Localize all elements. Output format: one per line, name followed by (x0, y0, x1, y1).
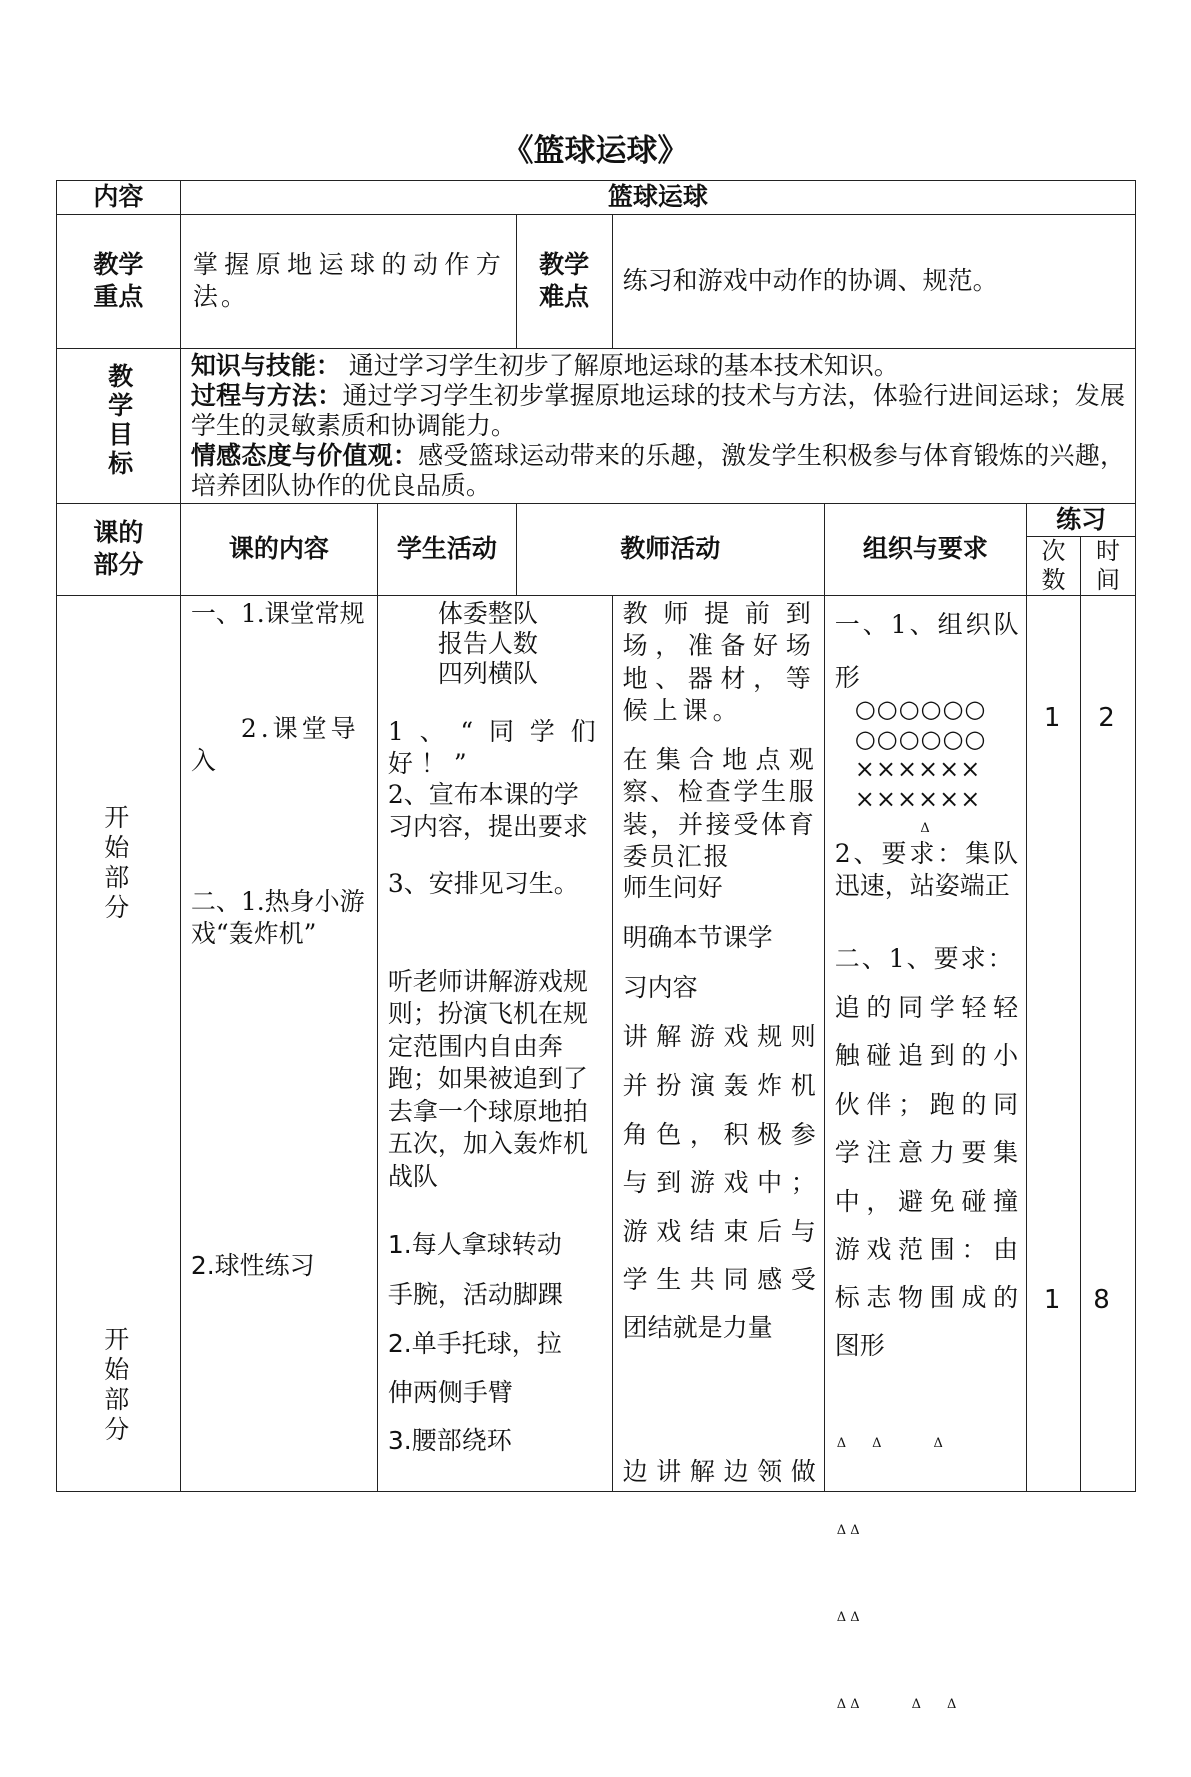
count-value-1: 1 (1043, 702, 1061, 733)
teacher-marker: Δ (920, 820, 931, 836)
teacher-game-4: 与到游戏中； (622, 1167, 816, 1197)
org-cell (824, 595, 1026, 1712)
objectives-label: 教学目标 (57, 348, 181, 503)
header-count: 次 数 (1027, 537, 1081, 596)
student-practice-1: 1.每人拿球转动 (387, 1229, 562, 1259)
time-cell (1080, 595, 1135, 1491)
document-title: 《篮球运球》 (502, 133, 689, 169)
marker-row-3: Δ Δ (836, 1609, 860, 1625)
org-game-1: 追的同学轻轻 (834, 992, 1019, 1022)
student-line-2: 报告人数 (437, 628, 538, 658)
teacher-game-6: 学生共同感受 (622, 1264, 816, 1294)
difficult-point-label: 教学 难点 (516, 214, 612, 348)
org-formation-1: 一、1、组织队 (834, 609, 1022, 639)
formation-row-3: ×××××× (854, 754, 982, 783)
key-point-label: 教学 重点 (57, 214, 181, 348)
student-announce: 2、宣布本课的学习内容，提出要求 (387, 779, 588, 842)
header-content: 课的内容 (180, 503, 377, 595)
student-line-1: 体委整队 (437, 598, 538, 628)
teacher-game-1: 讲解游戏规则 (622, 1021, 816, 1051)
content-label: 内容 (57, 181, 181, 215)
teacher-goal-1: 明确本节课学 (622, 922, 773, 952)
count-cell (1027, 595, 1081, 1491)
content-routine: 一、1.课堂常规 (190, 598, 365, 628)
time-value-1: 2 (1098, 702, 1115, 733)
org-range-1: 游戏范围：由 (834, 1234, 1019, 1264)
teacher-prepare: 教师提前到场，准备好场地、器材，等候上课。 (622, 598, 816, 726)
content-warmup-game: 二、1.热身小游戏“轰炸机” (190, 886, 365, 949)
student-practice-4: 伸两侧手臂 (387, 1377, 513, 1407)
teacher-game-5: 游戏结束后与 (622, 1216, 816, 1246)
teacher-demo: 边讲解边领做 (622, 1456, 816, 1486)
key-point-text: 掌握原地运球的动作方法。 (180, 214, 516, 348)
part-label-start-2: 开始部分 (100, 1325, 130, 1446)
marker-row-1: Δ Δ Δ (836, 1435, 943, 1451)
header-practice: 练习 (1027, 503, 1136, 537)
student-cell (377, 595, 612, 1491)
content-cell (180, 595, 377, 1491)
student-observer: 3、安排见习生。 (387, 868, 579, 898)
objective-knowledge: 知识与技能： 通过学习学生初步了解原地运球的基本技术知识。 (190, 350, 899, 380)
content-ball-practice: 2.球性练习 (190, 1250, 315, 1280)
content-value: 篮球运球 (180, 181, 1135, 215)
marker-row-2: Δ Δ (836, 1522, 860, 1538)
teacher-game-3: 角色，积极参 (622, 1119, 816, 1149)
org-requirement: 2、要求：集队迅速，站姿端正 (834, 838, 1019, 901)
time-value-2: 8 (1093, 1284, 1110, 1315)
content-intro: 2.课堂导入 (190, 713, 360, 776)
org-game-4: 学注意力要集 (834, 1137, 1019, 1167)
objectives-text (180, 348, 1135, 503)
student-line-3: 四列横队 (437, 658, 538, 688)
part-cell (57, 595, 181, 1491)
student-game: 听老师讲解游戏规则；扮演飞机在规定范围内自由奔跑；如果被追到了去拿一个球原地拍五次，加入轰炸机战队 (387, 966, 588, 1191)
formation-diagram (855, 694, 987, 844)
header-teacher: 教师活动 (516, 503, 824, 595)
count-value-2: 1 (1043, 1284, 1061, 1315)
student-greeting: 1、“同学们好！” (387, 716, 604, 779)
student-practice-3: 2.单手托球，拉 (387, 1328, 562, 1358)
marker-row-4: Δ Δ Δ Δ (836, 1696, 957, 1712)
teacher-greet: 师生问好 (622, 872, 723, 902)
teacher-observe: 在集合地点观察、检查学生服装，并接受体育委员汇报 (622, 744, 816, 872)
formation-row-4: ×××××× (854, 784, 982, 813)
org-game-2: 触碰追到的小 (834, 1040, 1019, 1070)
header-time: 时 间 (1080, 537, 1135, 596)
org-game-req: 二、1、要求： (834, 943, 1015, 973)
student-practice-5: 3.腰部绕环 (387, 1425, 512, 1455)
part-label-start: 开始部分 (100, 803, 130, 924)
header-org: 组织与要求 (824, 503, 1026, 595)
marker-diagram (837, 1371, 957, 1777)
lesson-plan-table (56, 180, 1136, 1712)
header-student: 学生活动 (377, 503, 516, 595)
org-game-5: 中，避免碰撞 (834, 1186, 1019, 1216)
teacher-game-7: 团结就是力量 (622, 1312, 773, 1342)
formation-row-1: ○○○○○○ (854, 694, 987, 723)
difficult-point-text: 练习和游戏中动作的协调、规范。 (612, 214, 1135, 348)
teacher-goal-2: 习内容 (622, 972, 698, 1002)
formation-row-2: ○○○○○○ (854, 724, 987, 753)
student-practice-2: 手腕，活动脚踝 (387, 1279, 563, 1309)
header-part: 课的 部分 (57, 503, 181, 595)
objective-attitude: 情感态度与价值观：感受篮球运动带来的乐趣，激发学生积极参与体育锻炼的兴趣，培养团队协作的优良品质。 (190, 440, 1125, 500)
teacher-game-2: 并扮演轰炸机 (622, 1070, 816, 1100)
org-range-3: 图形 (834, 1330, 885, 1360)
objective-process: 过程与方法：通过学习学生初步掌握原地运球的技术与方法，体验行进间运球；发展学生的灵敏素质和协调能力。 (190, 380, 1125, 440)
teacher-cell (612, 595, 824, 1491)
org-formation-2: 形 (834, 662, 860, 692)
org-game-3: 伙伴；跑的同 (834, 1089, 1019, 1119)
org-range-2: 标志物围成的 (834, 1282, 1019, 1312)
